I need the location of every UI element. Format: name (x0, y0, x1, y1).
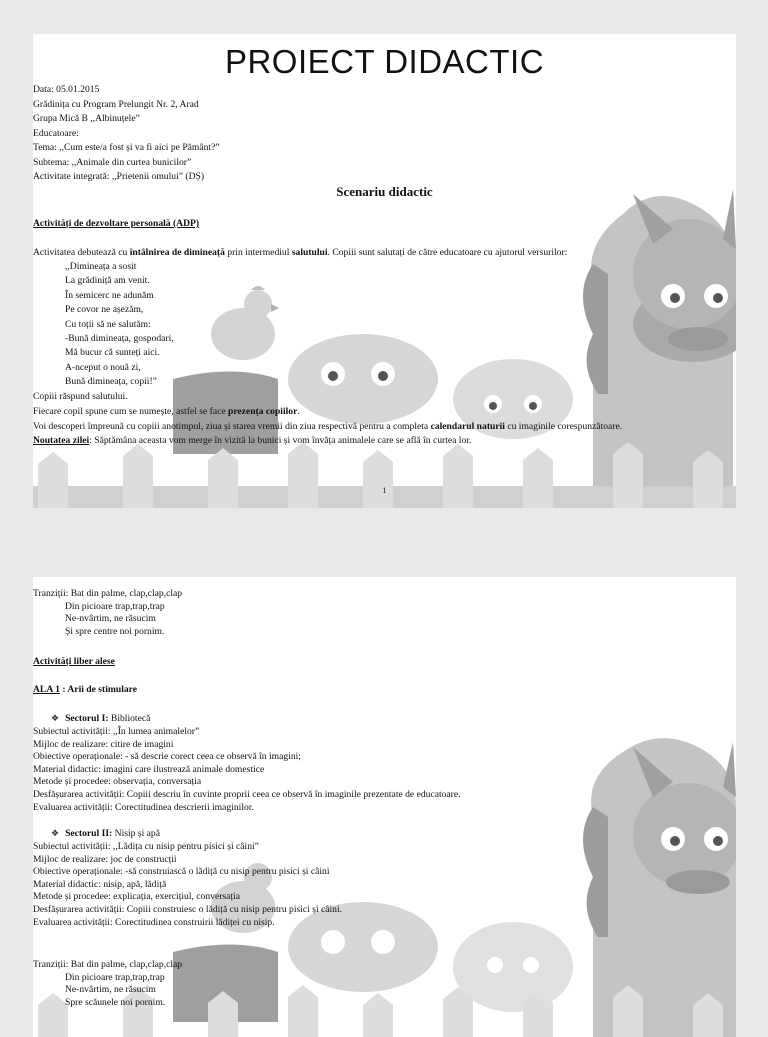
page-2-content (33, 577, 736, 1037)
trans1-line: Și spre centre noi pornim. (65, 625, 165, 637)
ala-rest: : Arii de stimulare (59, 684, 138, 695)
presence-bold: prezența copiilor (228, 406, 298, 417)
sector-1-heading (51, 712, 150, 725)
sector1-line: Material didactic: imagini care ilustrează animale domestice (33, 763, 265, 775)
verses-line: Bună dimineața, copii!” (65, 376, 157, 388)
intro-bold-2: salutului (291, 247, 328, 258)
sector2-line: Subiectul activității: ,,Lădița cu nisip pentru pisici și câini” (33, 841, 259, 852)
intro-text-post: . Copiii sunt salutați de către educatoare cu ajutorul versurilor: (327, 247, 568, 258)
trans2-line: Spre scăunele noi pornim. (65, 996, 166, 1008)
adp-heading: Activități de dezvoltare personală (ADP) (33, 218, 200, 229)
intro-paragraph (33, 246, 567, 259)
document-title: PROIECT DIDACTIC (224, 43, 545, 80)
intro-bold-1: întâlnirea de dimineață (129, 247, 225, 258)
verses-line: Cu toții să ne salutăm: (65, 318, 151, 330)
news-text: : Săptămâna aceasta vom merge în vizită la bunici și vom învăța animalele care se află în curtea lor. (89, 435, 472, 446)
sector2-line: Evaluarea activității: Corectitudinea construirii lădiței cu nisip. (33, 916, 275, 928)
sector1-line: Metode și procedee: observația, conversația (33, 776, 202, 788)
trans1-line: Ne-nvârtim, ne răsucim (65, 613, 156, 625)
document-page-2 (33, 577, 736, 1037)
header-lines-line: Grădinița cu Program Prelungit Nr. 2, Arad (33, 98, 199, 110)
header-lines-line: Subtema: ,,Animale din curtea bunicilor” (33, 156, 192, 168)
verses-line: -Bună dimineața, gospodari, (65, 333, 174, 344)
verses-line: ,,Dimineața a sosit (65, 261, 137, 272)
verses-line: Pe covor ne așezăm, (65, 304, 144, 316)
intro-text-mid: prin intermediul (224, 247, 292, 258)
sector1-line: Obiective operaționale: - să descrie corect ceea ce observă în imagini; (33, 751, 301, 763)
header-lines-line: Activitate integrată: ,,Prietenii omului” (DȘ) (33, 171, 205, 182)
sector2-line: Desfășurarea activității: Copiii construiesc o lădiță cu nisip pentru pisici și câini. (33, 904, 343, 915)
sector2-line: Metode și procedee: explicația, exercițiul, conversația (33, 891, 240, 903)
header-lines-line: Educatoare: (33, 127, 79, 139)
sector1-line: Desfășurarea activității: Copiii descriu în cuvinte proprii ceea ce observă în imaginile prezentate de educatoare. (33, 789, 461, 800)
free-activities-heading: Activități liber alese (33, 656, 115, 667)
fleuron-icon: ❖ (51, 828, 60, 838)
presence-text: Fiecare copil spune cum se numește, astfel se face (33, 406, 228, 417)
calendar-line (33, 420, 622, 433)
sector2-line: Mijloc de realizare: joc de construcții (33, 853, 177, 865)
sector-2-heading (51, 827, 160, 840)
intro-text: Activitatea debutează cu (33, 247, 130, 258)
sector1-line: Mijloc de realizare: citire de imagini (33, 738, 174, 750)
sector-1-name: Bibliotecă (108, 713, 151, 724)
sector2-line: Material didactic: nisip, apă, lădiță (33, 878, 167, 890)
scenario-title: Scenariu didactic (336, 184, 433, 199)
trans2-line: Din picioare trap,trap,trap (65, 971, 165, 983)
header-lines-line: Tema: ,,Cum este/a fost și va fi aici pe Pământ?” (33, 142, 220, 153)
trans1-line: Din picioare trap,trap,trap (65, 600, 165, 612)
sector-1-label: Sectorul I: (65, 713, 109, 724)
trans1-line: Tranziții: Bat din palme, clap,clap,clap (33, 588, 183, 599)
header-lines-line: Grupa Mică B ,,Albinuțele” (33, 113, 140, 124)
verses-line: Mă bucur că sunteți aici. (65, 347, 160, 359)
trans2-line: Ne-nvârtim, ne răsucim (65, 984, 156, 996)
page-1-content (33, 34, 736, 508)
header-lines-line: Data: 05.01.2015 (33, 84, 100, 95)
ala-label: ALA 1 (33, 684, 60, 695)
page-number: 1 (382, 486, 387, 495)
verses-line: În semicerc ne adunăm (65, 289, 154, 301)
response-line: Copiii răspund salutului. (33, 391, 128, 402)
calendar-text: Voi descoperi împreună cu copiii anotimpul, ziua și starea vremii din ziua respectivă pentru a completa (33, 421, 431, 432)
trans2-line: Tranziții: Bat din palme, clap,clap,clap (33, 959, 183, 970)
fleuron-icon: ❖ (51, 713, 60, 723)
sector-2-label: Sectorul II: (65, 828, 113, 839)
verses-line: A-nceput o nouă zi, (65, 361, 141, 373)
calendar-bold: calendarul naturii (430, 421, 505, 432)
presence-post: . (297, 406, 300, 417)
document-page-1 (33, 34, 736, 508)
news-line (33, 434, 471, 447)
calendar-post: cu imaginile corespunzătoare. (504, 421, 623, 432)
sector1-line: Subiectul activității: ,,În lumea animalelor” (33, 726, 200, 737)
ala-heading (33, 683, 137, 696)
news-bold: Noutatea zilei (33, 435, 90, 446)
sector-2-name: Nisip și apă (112, 828, 160, 839)
presence-line (33, 405, 300, 418)
sector1-line: Evaluarea activității: Corectitudinea descrierii imaginilor. (33, 801, 254, 813)
sector2-line: Obiective operaționale: -să construiască o lădiță cu nisip pentru pisici și câini (33, 866, 330, 878)
verses-line: La grădiniță am venit. (65, 275, 150, 287)
